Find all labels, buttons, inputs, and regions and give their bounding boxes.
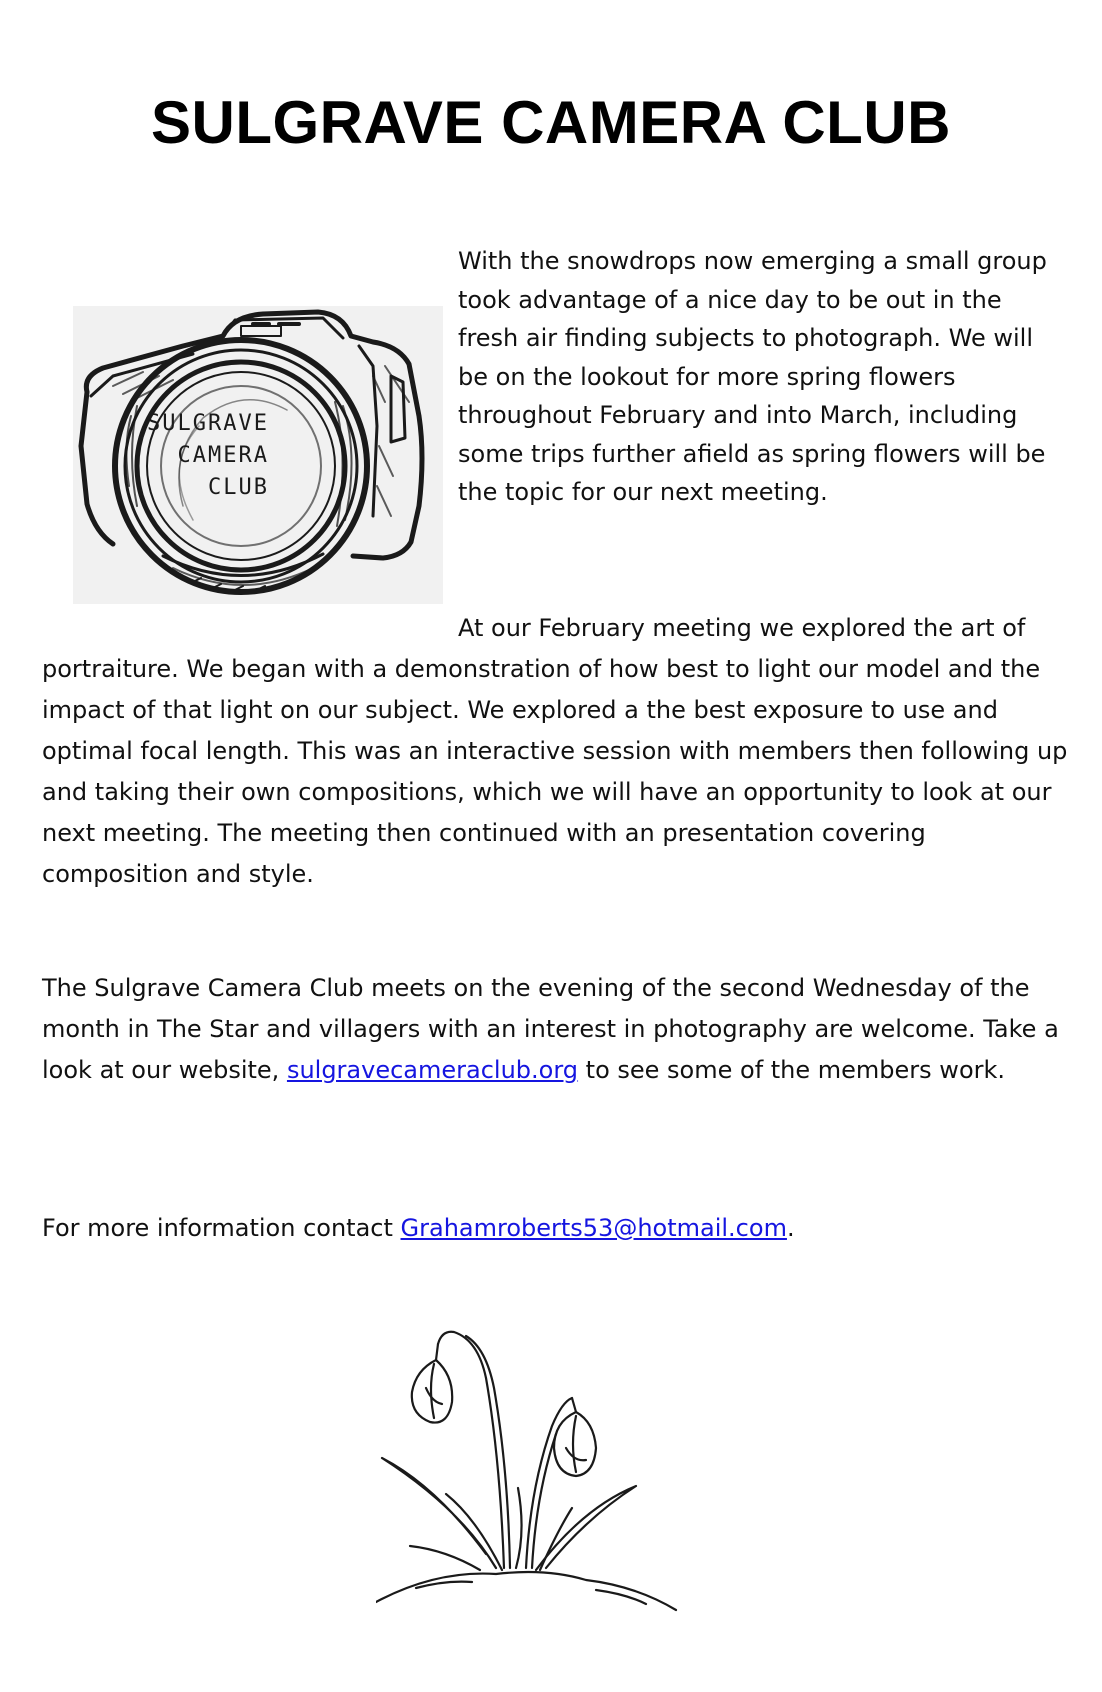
club-logo — [73, 306, 443, 604]
contact-paragraph — [42, 1208, 1072, 1249]
contact-email-link[interactable]: Grahamroberts53@hotmail.com — [400, 1214, 787, 1242]
contact-text-after: . — [786, 1214, 795, 1242]
contact-text-before: For more information contact — [42, 1214, 401, 1242]
snowdrop-flower-icon — [376, 1318, 716, 1618]
logo-text-line2: CAMERA — [177, 443, 269, 468]
snowdrop-illustration — [376, 1318, 716, 1618]
camera-sketch-icon — [73, 306, 443, 604]
meetings-info-paragraph — [42, 968, 1072, 1091]
meets-text-before: The Sulgrave Camera Club meets on the evening of the second Wednesday of the month in The Star and villagers with an interest in photography are welcome. Take a look at our website, — [42, 974, 1059, 1084]
meeting-paragraph: At our February meeting we explored the art of portraiture. We began with a demonstration of how best to light our model and the impact of that light on our subject. We explored a the best exposure to use and optimal focal length. This was an interactive session with members then following up and taking their own compositions, which we will have an opportunity to look at our next meeting. The meeting then continued with an presentation covering composition and style. — [42, 614, 1068, 888]
meets-text-after: to see some of the members work. — [578, 1056, 1006, 1084]
intro-paragraph: With the snowdrops now emerging a small group took advantage of a nice day to be out in the fresh air finding subjects to photograph. We will be on the lookout for more spring flowers throughout February and into March, including some trips further afield as spring flowers will be the topic for our next meeting. — [458, 247, 1047, 506]
website-link[interactable]: sulgravecameraclub.org — [286, 1056, 579, 1084]
logo-text-line3: CLUB — [208, 475, 269, 500]
page-title: SULGRAVE CAMERA CLUB — [151, 89, 951, 156]
logo-text-line1: SULGRAVE — [147, 411, 269, 436]
